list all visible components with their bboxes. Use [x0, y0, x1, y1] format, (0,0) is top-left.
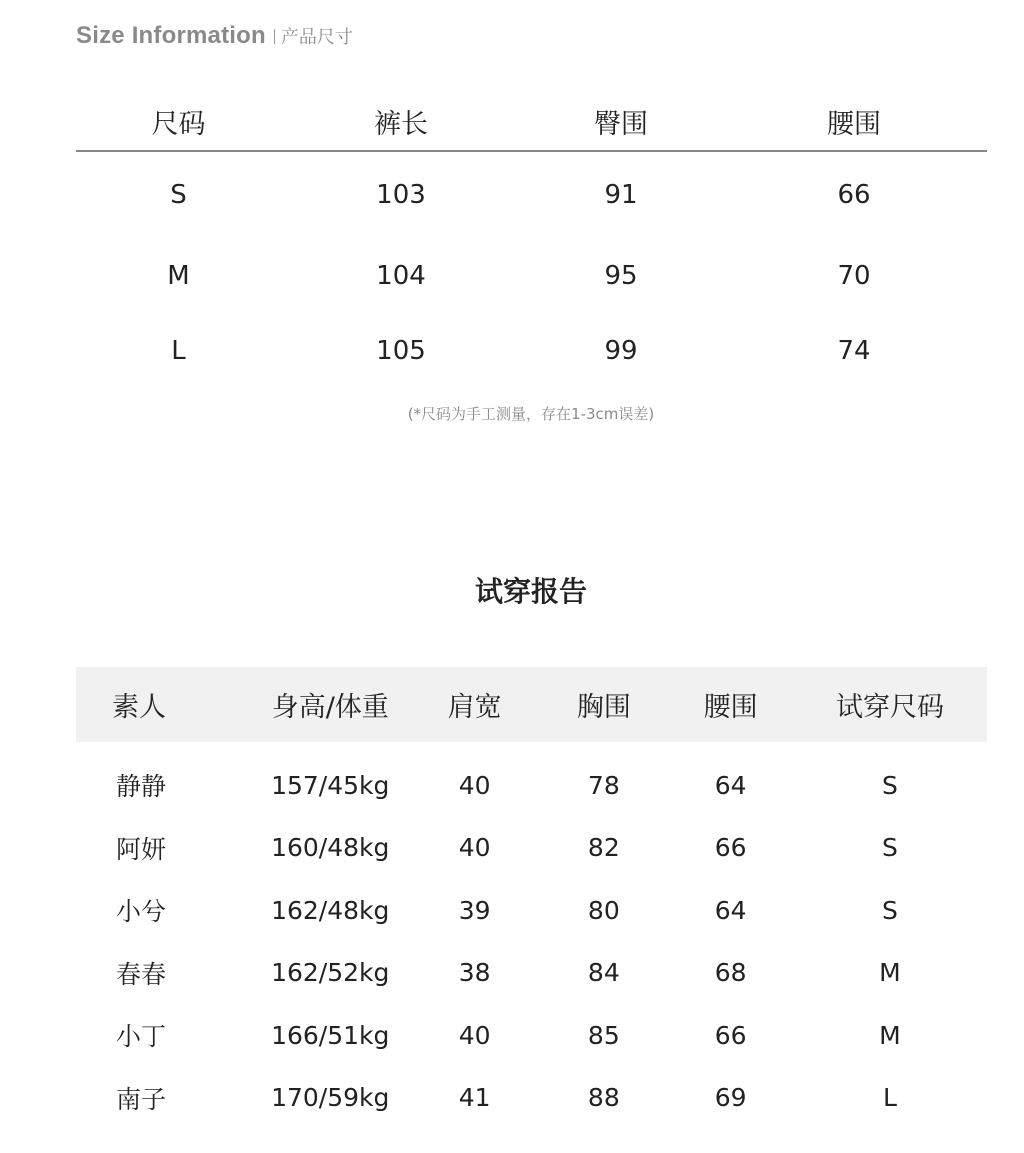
chest-cell: 85 — [587, 1020, 620, 1050]
waist-cell: 69 — [714, 1083, 747, 1113]
tried-size-cell: S — [882, 895, 898, 925]
height-weight-cell: 162/48kg — [271, 895, 390, 925]
column-header-size: 尺码 — [76, 92, 281, 151]
height-weight-cell: 157/45kg — [271, 770, 390, 800]
table-row — [76, 313, 987, 388]
height-weight-cell: 160/48kg — [271, 833, 390, 863]
table-row — [76, 942, 987, 1005]
model-name-cell: 南子 — [116, 1084, 167, 1114]
shoulder-cell: 38 — [458, 958, 491, 988]
pants-length-cell: 104 — [376, 260, 426, 291]
tried-size-cell: S — [882, 833, 898, 863]
size-info-heading — [76, 22, 353, 50]
size-cell: M — [167, 260, 190, 291]
size-info-title-en: Size Information — [76, 22, 266, 49]
measurement-note: (*尺码为手工测量，存在1-3cm误差) — [407, 405, 655, 423]
model-name-cell: 春春 — [116, 959, 167, 989]
column-header-tried-size: 试穿尺码 — [793, 667, 987, 742]
table-row — [76, 742, 987, 817]
model-name-cell: 小丁 — [116, 1022, 167, 1052]
height-weight-cell: 166/51kg — [271, 1020, 390, 1050]
model-name-cell: 小兮 — [116, 897, 167, 927]
table-row — [76, 1004, 987, 1067]
size-cell: S — [170, 180, 187, 210]
column-header-waist: 腰围 — [668, 667, 792, 742]
chest-cell: 78 — [587, 770, 620, 800]
size-table — [76, 92, 987, 388]
size-info-title-cn: 产品尺寸 — [280, 27, 353, 48]
chest-cell: 80 — [587, 895, 620, 925]
column-header-shoulder: 肩宽 — [410, 667, 539, 742]
fit-report-table — [76, 667, 987, 1129]
waist-cell: 64 — [714, 770, 747, 800]
tried-size-cell: L — [882, 1083, 897, 1113]
hip-cell: 95 — [604, 260, 638, 291]
chest-cell: 88 — [587, 1083, 620, 1113]
waist-cell: 66 — [714, 833, 747, 863]
tried-size-cell: S — [882, 770, 898, 800]
table-row — [76, 879, 987, 942]
waist-cell: 74 — [837, 335, 871, 366]
shoulder-cell: 40 — [458, 1020, 491, 1050]
height-weight-cell: 162/52kg — [271, 958, 390, 988]
table-row — [76, 151, 987, 238]
waist-cell: 70 — [837, 260, 871, 291]
table-row — [76, 238, 987, 313]
tried-size-cell: M — [879, 1020, 901, 1050]
fit-report-header-row — [76, 667, 987, 742]
size-cell: L — [171, 335, 186, 366]
size-table-header-row — [76, 92, 987, 151]
waist-cell: 66 — [837, 180, 871, 210]
column-header-height-weight: 身高/体重 — [250, 667, 410, 742]
height-weight-cell: 170/59kg — [271, 1083, 390, 1113]
shoulder-cell: 40 — [458, 770, 491, 800]
column-header-chest: 胸围 — [539, 667, 668, 742]
column-header-hip: 臀围 — [521, 92, 721, 151]
model-name-cell: 阿妍 — [116, 834, 167, 864]
shoulder-cell: 41 — [458, 1083, 491, 1113]
column-header-waist: 腰围 — [721, 92, 987, 151]
table-row — [76, 817, 987, 880]
pants-length-cell: 103 — [376, 180, 426, 210]
hip-cell: 91 — [604, 180, 638, 210]
chest-cell: 84 — [587, 958, 620, 988]
column-header-model: 素人 — [76, 667, 250, 742]
waist-cell: 68 — [714, 958, 747, 988]
shoulder-cell: 40 — [458, 833, 491, 863]
column-header-pants-length: 裤长 — [281, 92, 521, 151]
chest-cell: 82 — [587, 833, 620, 863]
title-divider — [274, 29, 275, 44]
waist-cell: 66 — [714, 1020, 747, 1050]
tried-size-cell: M — [879, 958, 901, 988]
table-row — [76, 1067, 987, 1130]
hip-cell: 99 — [604, 335, 638, 366]
shoulder-cell: 39 — [458, 895, 491, 925]
model-name-cell: 静静 — [116, 772, 167, 802]
waist-cell: 64 — [714, 895, 747, 925]
fit-report-title: 试穿报告 — [474, 575, 587, 608]
pants-length-cell: 105 — [376, 335, 426, 366]
